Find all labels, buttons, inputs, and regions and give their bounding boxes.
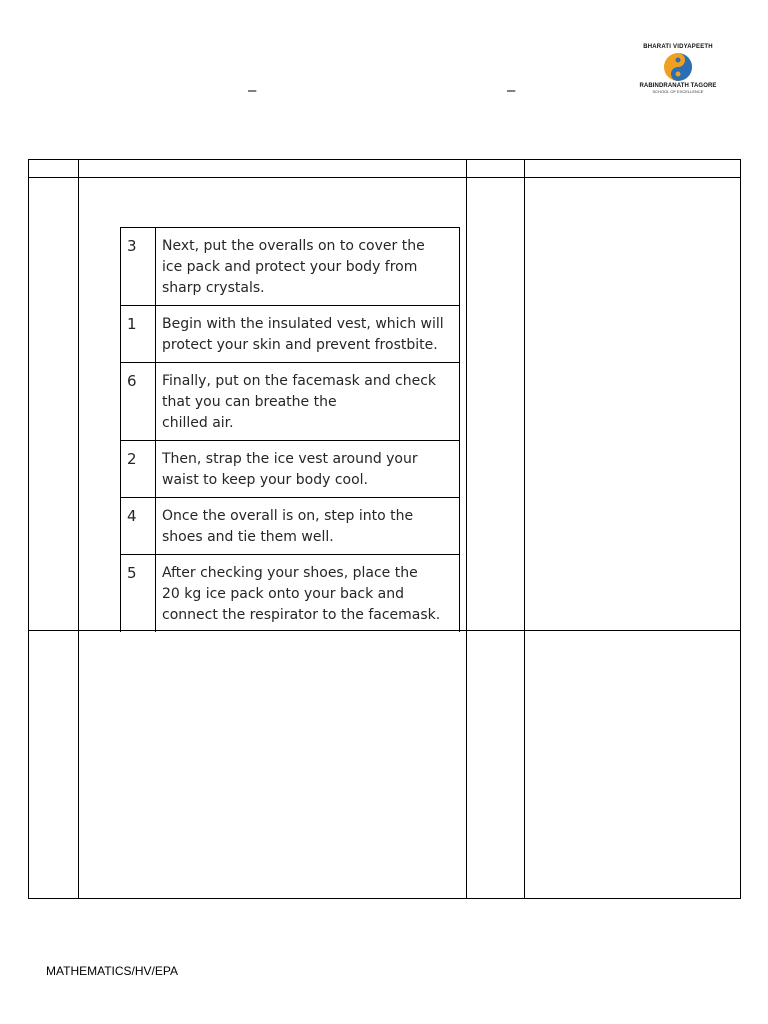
table-col-divider-3 bbox=[524, 160, 525, 898]
step-text-line: waist to keep your body cool. bbox=[162, 472, 369, 488]
step-number: 4 bbox=[121, 498, 156, 555]
school-logo bbox=[628, 44, 728, 102]
step-text bbox=[156, 228, 460, 306]
step-text-line: sharp crystals. bbox=[162, 280, 265, 296]
step-text-line: chilled air. bbox=[162, 415, 234, 431]
step-row bbox=[121, 555, 460, 633]
yin-yang-icon bbox=[663, 52, 693, 82]
step-text-line: 20 kg ice pack onto your back and bbox=[162, 586, 405, 602]
step-text-line: Begin with the insulated vest, which will bbox=[162, 316, 444, 332]
logo-sub-text: SCHOOL OF EXCELLENCE bbox=[652, 89, 704, 94]
step-number: 3 bbox=[121, 228, 156, 306]
table-col-divider-2 bbox=[466, 160, 467, 898]
step-text bbox=[156, 306, 460, 363]
step-number: 2 bbox=[121, 441, 156, 498]
step-text-line: Once the overall is on, step into the bbox=[162, 508, 414, 524]
step-text bbox=[156, 498, 460, 555]
step-row bbox=[121, 306, 460, 363]
step-row bbox=[121, 228, 460, 306]
step-text bbox=[156, 555, 460, 633]
step-text-line: that you can breathe the bbox=[162, 394, 337, 410]
step-text-line: protect your skin and prevent frostbite. bbox=[162, 337, 438, 353]
step-text-line: After checking your shoes, place the bbox=[162, 565, 418, 581]
header-dash-left: – bbox=[248, 82, 257, 99]
step-row bbox=[121, 498, 460, 555]
step-text-line: ice pack and protect your body from bbox=[162, 259, 418, 275]
step-row bbox=[121, 363, 460, 441]
step-number: 1 bbox=[121, 306, 156, 363]
steps-table bbox=[120, 227, 460, 632]
step-text-line: Finally, put on the facemask and check bbox=[162, 373, 437, 389]
table-col-divider-1 bbox=[78, 160, 79, 898]
step-text-line: connect the respirator to the facemask. bbox=[162, 607, 441, 623]
step-row bbox=[121, 441, 460, 498]
logo-top-text: BHARATI VIDYAPEETH bbox=[643, 44, 713, 50]
table-header-row-divider bbox=[29, 177, 740, 178]
step-text-line: shoes and tie them well. bbox=[162, 529, 334, 545]
step-text bbox=[156, 363, 460, 441]
footer-text: MATHEMATICS/HV/EPA bbox=[46, 964, 179, 978]
step-text-line: Next, put the overalls on to cover the bbox=[162, 238, 425, 254]
step-text-line: Then, strap the ice vest around your bbox=[162, 451, 418, 467]
step-number: 5 bbox=[121, 555, 156, 633]
logo-bottom-text: RABINDRANATH TAGORE bbox=[639, 83, 717, 89]
step-number: 6 bbox=[121, 363, 156, 441]
header-dash-right: – bbox=[507, 82, 516, 99]
step-text bbox=[156, 441, 460, 498]
